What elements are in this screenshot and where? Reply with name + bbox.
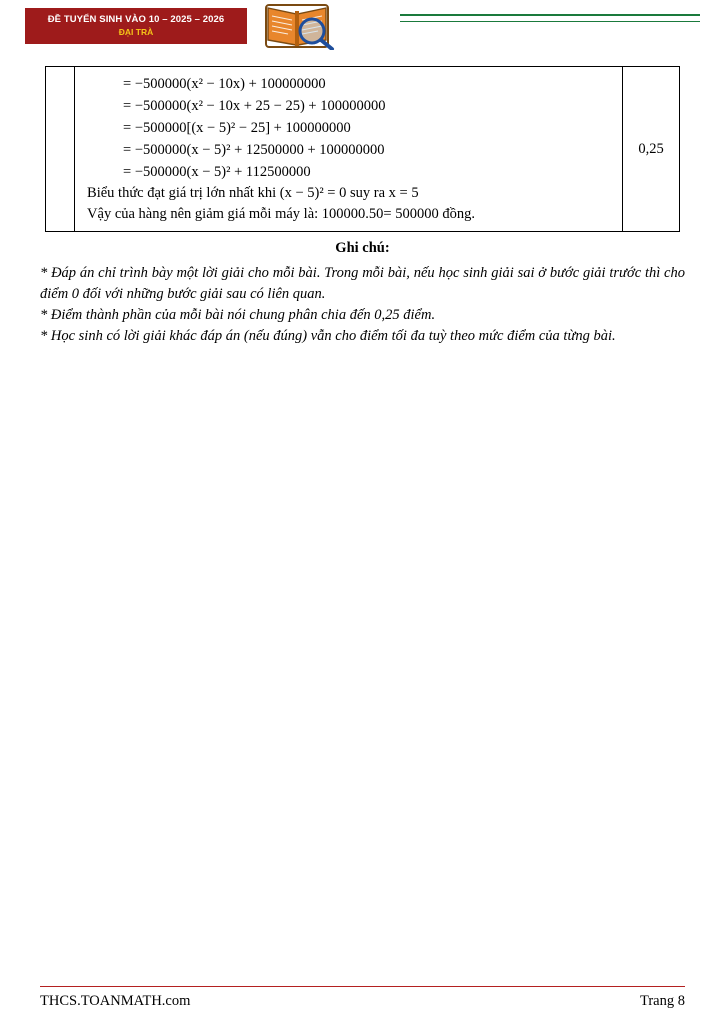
note-item: * Điểm thành phần của mỗi bài nói chung phân chia đến 0,25 điểm.	[40, 307, 436, 323]
math-line: = −500000(x − 5)² + 12500000 + 100000000	[123, 142, 385, 158]
conclusion-line: Vậy của hàng nên giảm giá mỗi máy là: 100000.50= 500000 đồng.	[87, 206, 475, 222]
math-line: = −500000(x² − 10x + 25 − 25) + 100000000	[123, 98, 386, 114]
page-header	[0, 0, 725, 50]
note-item: * Học sinh có lời giải khác đáp án (nếu đúng) vẫn cho điểm tối đa tuỳ theo mức điểm của từng bài.	[40, 328, 616, 344]
footer-rule	[40, 986, 685, 988]
math-line: = −500000(x − 5)² + 112500000	[123, 164, 311, 180]
math-line: = −500000(x² − 10x) + 100000000	[123, 76, 326, 92]
table-row	[46, 67, 680, 232]
footer-page-number: Trang 8	[640, 993, 685, 1009]
header-rule-top	[400, 14, 700, 16]
exam-title-line2: ĐẠI TRÀ	[118, 27, 154, 37]
notes-title: Ghi chú:	[335, 240, 390, 256]
exam-title-banner	[25, 8, 247, 44]
row-index-cell	[46, 67, 75, 232]
page-footer	[40, 986, 685, 1011]
conclusion-line: Biểu thức đạt giá trị lớn nhất khi (x − 5)² = 0 suy ra x = 5	[87, 185, 419, 201]
notes-section	[40, 240, 685, 347]
footer-row	[40, 993, 685, 1010]
solution-table	[45, 66, 680, 232]
score-cell: 0,25	[623, 67, 680, 232]
header-rule-bottom	[400, 21, 700, 23]
solution-cell	[75, 67, 623, 232]
footer-site-label: THCS.TOANMATH.com	[40, 993, 191, 1009]
note-item: * Đáp án chỉ trình bày một lời giải cho mỗi bài. Trong mỗi bài, nếu học sinh giải sai ở bước giải trước thì cho điểm 0 đối với những bước giải sau có liên quan.	[40, 265, 685, 302]
book-magnifier-icon	[258, 2, 342, 50]
math-line: = −500000[(x − 5)² − 25] + 100000000	[123, 120, 351, 136]
exam-title-line1: ĐỀ TUYỂN SINH VÀO 10 – 2025 – 2026	[47, 14, 225, 25]
header-decorative-rules	[400, 14, 700, 27]
